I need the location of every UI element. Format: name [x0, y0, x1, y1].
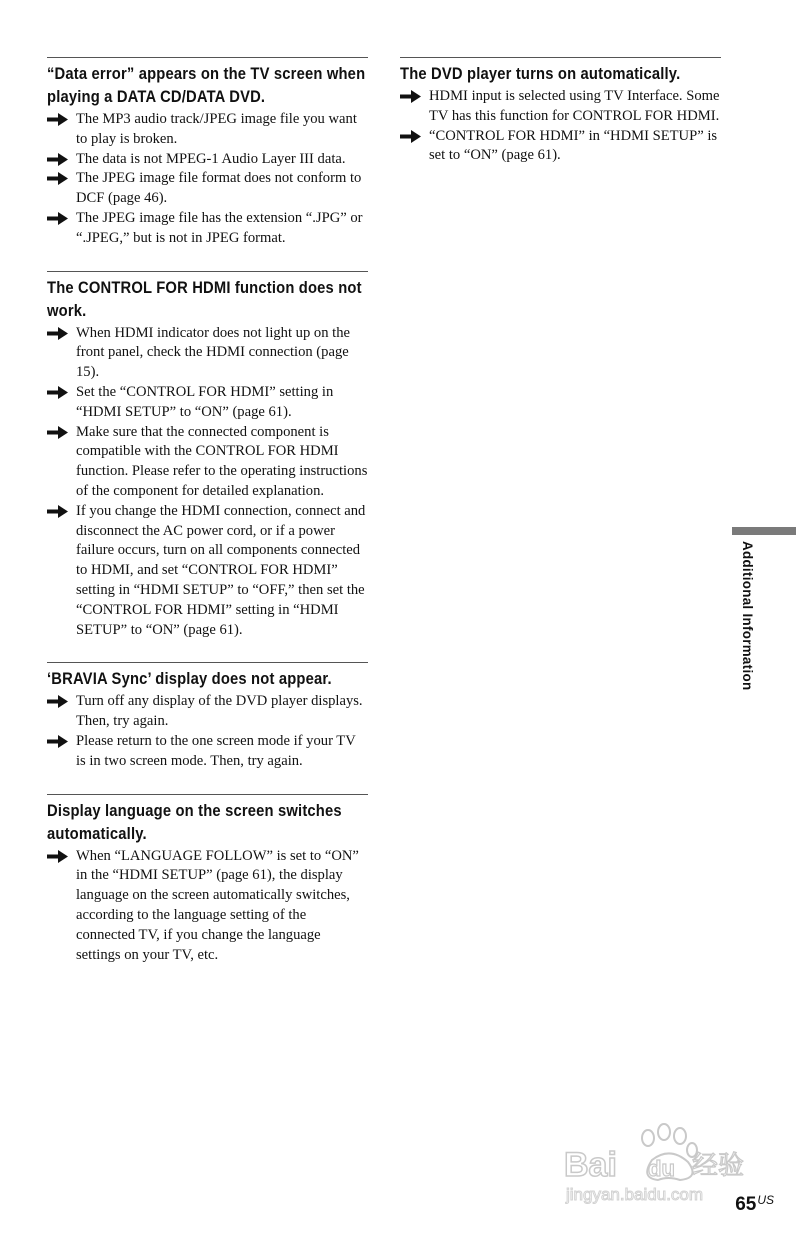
list-item: [47, 383, 368, 423]
page-number-value: 65: [735, 1194, 757, 1215]
section-heading: The DVD player turns on automatically.: [400, 65, 681, 83]
svg-text:Bai: Bai: [564, 1146, 617, 1184]
list-item-text: “CONTROL FOR HDMI” in “HDMI SETUP” is set to “ON” (page 61).: [429, 127, 718, 164]
arrow-right-icon: [47, 850, 68, 863]
list-item: [47, 847, 368, 966]
list-item-text: The data is not MPEG-1 Audio Layer III data.: [76, 150, 346, 167]
arrow-right-icon: [47, 327, 68, 340]
list-item: [47, 324, 368, 383]
section-display-language: [47, 794, 368, 966]
list-item-text: When HDMI indicator does not light up on the front panel, check the HDMI connection (page 15).: [76, 324, 350, 381]
list-item: [47, 110, 368, 150]
section-bravia-sync: [47, 662, 368, 771]
section-heading: Display language on the screen switches automatically.: [47, 801, 342, 843]
list-item: [47, 502, 368, 641]
list-item-text: If you change the HDMI connection, connect and disconnect the AC power cord, or if a power failure occurs, turn on all components connected to HDMI, and set “CONTROL FOR HDMI” setting in “HDMI SETUP” to “OFF,” then set the “CONTROL FOR HDMI” setting in “HDMI SETUP” to “ON” (page 61).: [76, 502, 366, 638]
list-item: [47, 209, 368, 249]
list-item-text: Turn off any display of the DVD player displays. Then, try again.: [76, 693, 363, 730]
section-heading: The CONTROL FOR HDMI function does not work.: [47, 278, 362, 320]
list-item-text: The JPEG image file format does not conform to DCF (page 46).: [76, 170, 362, 207]
list-item: [400, 127, 721, 167]
arrow-right-icon: [47, 426, 68, 439]
svg-text:jingyan.baidu.com: jingyan.baidu.com: [566, 1185, 704, 1204]
arrow-right-icon: [400, 130, 421, 143]
page-number-suffix: US: [757, 1193, 774, 1207]
page-number: [735, 1193, 774, 1216]
arrow-right-icon: [47, 153, 68, 166]
section-control-for-hdmi: [47, 271, 368, 641]
side-tab-label: Additional Information: [740, 541, 755, 691]
svg-text:du: du: [648, 1156, 675, 1181]
section-heading: “Data error” appears on the TV screen when playing a DATA CD/DATA DVD.: [47, 65, 366, 106]
arrow-right-icon: [47, 695, 68, 708]
svg-text:经验: 经验: [692, 1151, 745, 1181]
section-turns-on-automatically: [400, 57, 721, 166]
list-item: [400, 87, 721, 127]
list-item: [47, 150, 368, 170]
list-item-text: The MP3 audio track/JPEG image file you want to play is broken.: [76, 111, 357, 147]
side-tab-bar: [732, 527, 796, 535]
list-item-text: HDMI input is selected using TV Interface. Some TV has this function for CONTROL FOR HDMI.: [429, 88, 720, 124]
arrow-right-icon: [400, 90, 421, 103]
list-item: [47, 423, 368, 502]
right-column: [400, 57, 721, 188]
section-heading: ‘BRAVIA Sync’ display does not appear.: [47, 670, 332, 689]
arrow-right-icon: [47, 735, 68, 748]
arrow-right-icon: [47, 505, 68, 518]
list-item: [47, 692, 368, 732]
arrow-right-icon: [47, 386, 68, 399]
section-data-error: [47, 57, 368, 249]
baidu-watermark-logo: [560, 1118, 760, 1208]
arrow-right-icon: [47, 212, 68, 225]
list-item: [47, 169, 368, 209]
list-item: [47, 732, 368, 772]
list-item-text: Set the “CONTROL FOR HDMI” setting in “HDMI SETUP” to “ON” (page 61).: [76, 383, 334, 420]
list-item-text: The JPEG image file has the extension “.JPG” or “.JPEG,” but is not in JPEG format.: [76, 209, 363, 246]
arrow-right-icon: [47, 113, 68, 126]
left-column: [47, 57, 368, 987]
list-item-text: Make sure that the connected component is compatible with the CONTROL FOR HDMI function. Please refer to the operating instructions of the component for detailed explanation.: [76, 423, 368, 499]
list-item-text: When “LANGUAGE FOLLOW” is set to “ON” in the “HDMI SETUP” (page 61), the display language on the screen automatically switches, according to the language setting of the connected TV, if you change the language settings on your TV, etc.: [76, 847, 359, 963]
list-item-text: Please return to the one screen mode if your TV is in two screen mode. Then, try again.: [76, 732, 356, 769]
arrow-right-icon: [47, 172, 68, 185]
